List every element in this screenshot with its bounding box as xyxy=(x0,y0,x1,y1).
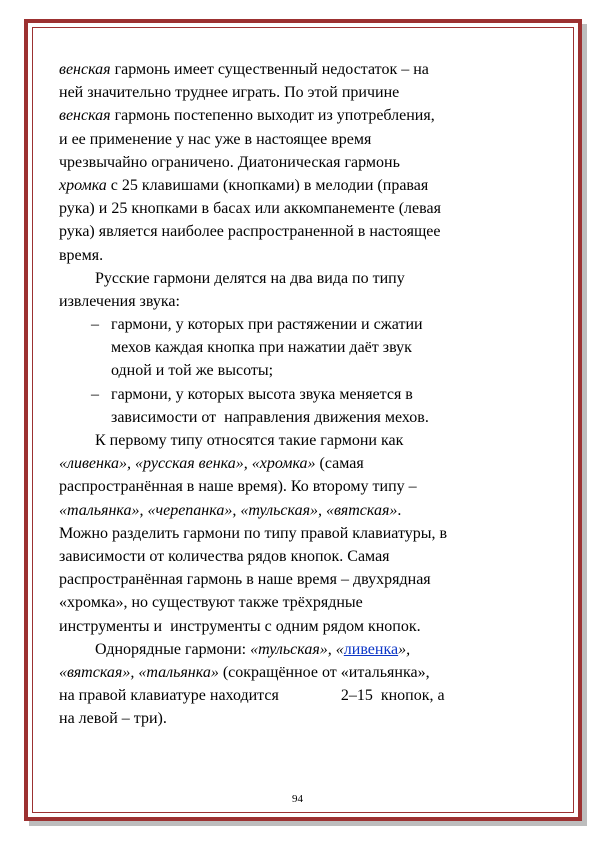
text-line xyxy=(59,174,539,197)
line-text: на левой – три). xyxy=(59,710,167,728)
line-text: извлечения звука: xyxy=(59,292,180,310)
line-text: Можно разделить гармони по типу правой клавиатуры, в xyxy=(59,524,448,542)
line-text: гармонь имеет существенный недостаток – на xyxy=(110,61,429,78)
list-item xyxy=(59,313,539,336)
paragraph-start-line xyxy=(59,429,539,452)
italic-term: «ливенка», «русская венка», «хромка» xyxy=(59,455,316,473)
text-line xyxy=(59,452,539,475)
text-line xyxy=(59,499,539,522)
text-line xyxy=(59,220,539,243)
text-line xyxy=(59,104,539,127)
line-text: 2–15 кнопок, а xyxy=(340,687,445,705)
dash-bullet: – xyxy=(91,385,99,403)
line-text: инструменты и инструменты с одним рядом кнопок. xyxy=(59,617,421,635)
livenka-link[interactable]: ливенка xyxy=(343,640,399,658)
text-line xyxy=(59,684,539,707)
line-text: зависимости от количества рядов кнопок. Самая xyxy=(59,547,390,565)
line-text: . xyxy=(397,501,402,519)
text-line xyxy=(59,661,539,684)
text-line xyxy=(59,522,539,545)
text-line xyxy=(59,58,539,81)
line-text: (самая xyxy=(315,455,364,473)
dash-bullet: – xyxy=(91,316,99,334)
line-text: зависимости от направления движения мехов. xyxy=(111,408,429,426)
text-line xyxy=(59,244,539,267)
line-text: с 25 клавишами (кнопками) в мелодии (правая xyxy=(106,176,429,194)
text-line xyxy=(59,591,539,614)
body-text xyxy=(59,58,539,730)
line-text: (сокращённое от «итальянка», xyxy=(218,663,430,681)
line-text: распространённая гармонь в наше время – двухрядная xyxy=(59,571,431,589)
line-text: ней значительно труднее играть. По этой причине xyxy=(59,84,400,102)
italic-term: венская xyxy=(59,107,111,125)
paragraph-start-line xyxy=(59,267,539,290)
line-text: Русские гармони делятся на два вида по типу xyxy=(95,269,405,287)
line-text: гармони, у которых высота звука меняется в xyxy=(111,385,413,403)
line-text: рука) является наиболее распространенной в настоящее xyxy=(59,223,441,241)
line-text: распространённая в наше время). Ко второму типу – xyxy=(59,478,417,496)
italic-term: хромка xyxy=(59,176,107,194)
text-line xyxy=(59,545,539,568)
line-text: гармони, у которых при растяжении и сжатии xyxy=(111,316,423,334)
text-line xyxy=(59,128,539,151)
text-line xyxy=(59,290,539,313)
line-text: рука) и 25 кнопками в басах или аккомпанементе (левая xyxy=(59,200,441,218)
line-text: чрезвычайно ограничено. Диатоническая гармонь xyxy=(59,153,400,171)
italic-term: «вятская», «тальянка» xyxy=(59,663,219,681)
line-text: одной и той же высоты; xyxy=(111,362,274,380)
list-item xyxy=(59,383,539,406)
line-text: гармонь постепенно выходит из употребления, xyxy=(110,107,435,125)
list-item-continuation xyxy=(59,406,539,429)
text-line xyxy=(59,707,539,730)
text-line xyxy=(59,615,539,638)
italic-term: «тальянка», «черепанка», «тульская», «вятская» xyxy=(59,501,398,519)
list-item-continuation xyxy=(59,336,539,359)
text-line xyxy=(59,81,539,104)
text-line xyxy=(59,475,539,498)
text-line xyxy=(59,568,539,591)
italic-term: «тульская», « xyxy=(250,640,344,658)
line-text: «хромка», но существуют также трёхрядные xyxy=(59,594,363,612)
italic-term: венская xyxy=(59,61,111,78)
paragraph-start-line xyxy=(59,638,539,661)
line-text: и ее применение у нас уже в настоящее время xyxy=(59,130,372,148)
list-item-continuation xyxy=(59,359,539,382)
line-text: Однорядные гармони: xyxy=(95,640,251,658)
line-text: время. xyxy=(59,246,104,264)
line-text: на правой клавиатуре находится xyxy=(59,687,279,705)
line-text: К первому типу относятся такие гармони как xyxy=(95,432,404,449)
text-line xyxy=(59,197,539,220)
italic-term: », xyxy=(398,640,411,658)
page-number: 94 xyxy=(292,793,303,805)
text-line xyxy=(59,151,539,174)
line-text: мехов каждая кнопка при нажатии даёт звук xyxy=(111,339,412,357)
